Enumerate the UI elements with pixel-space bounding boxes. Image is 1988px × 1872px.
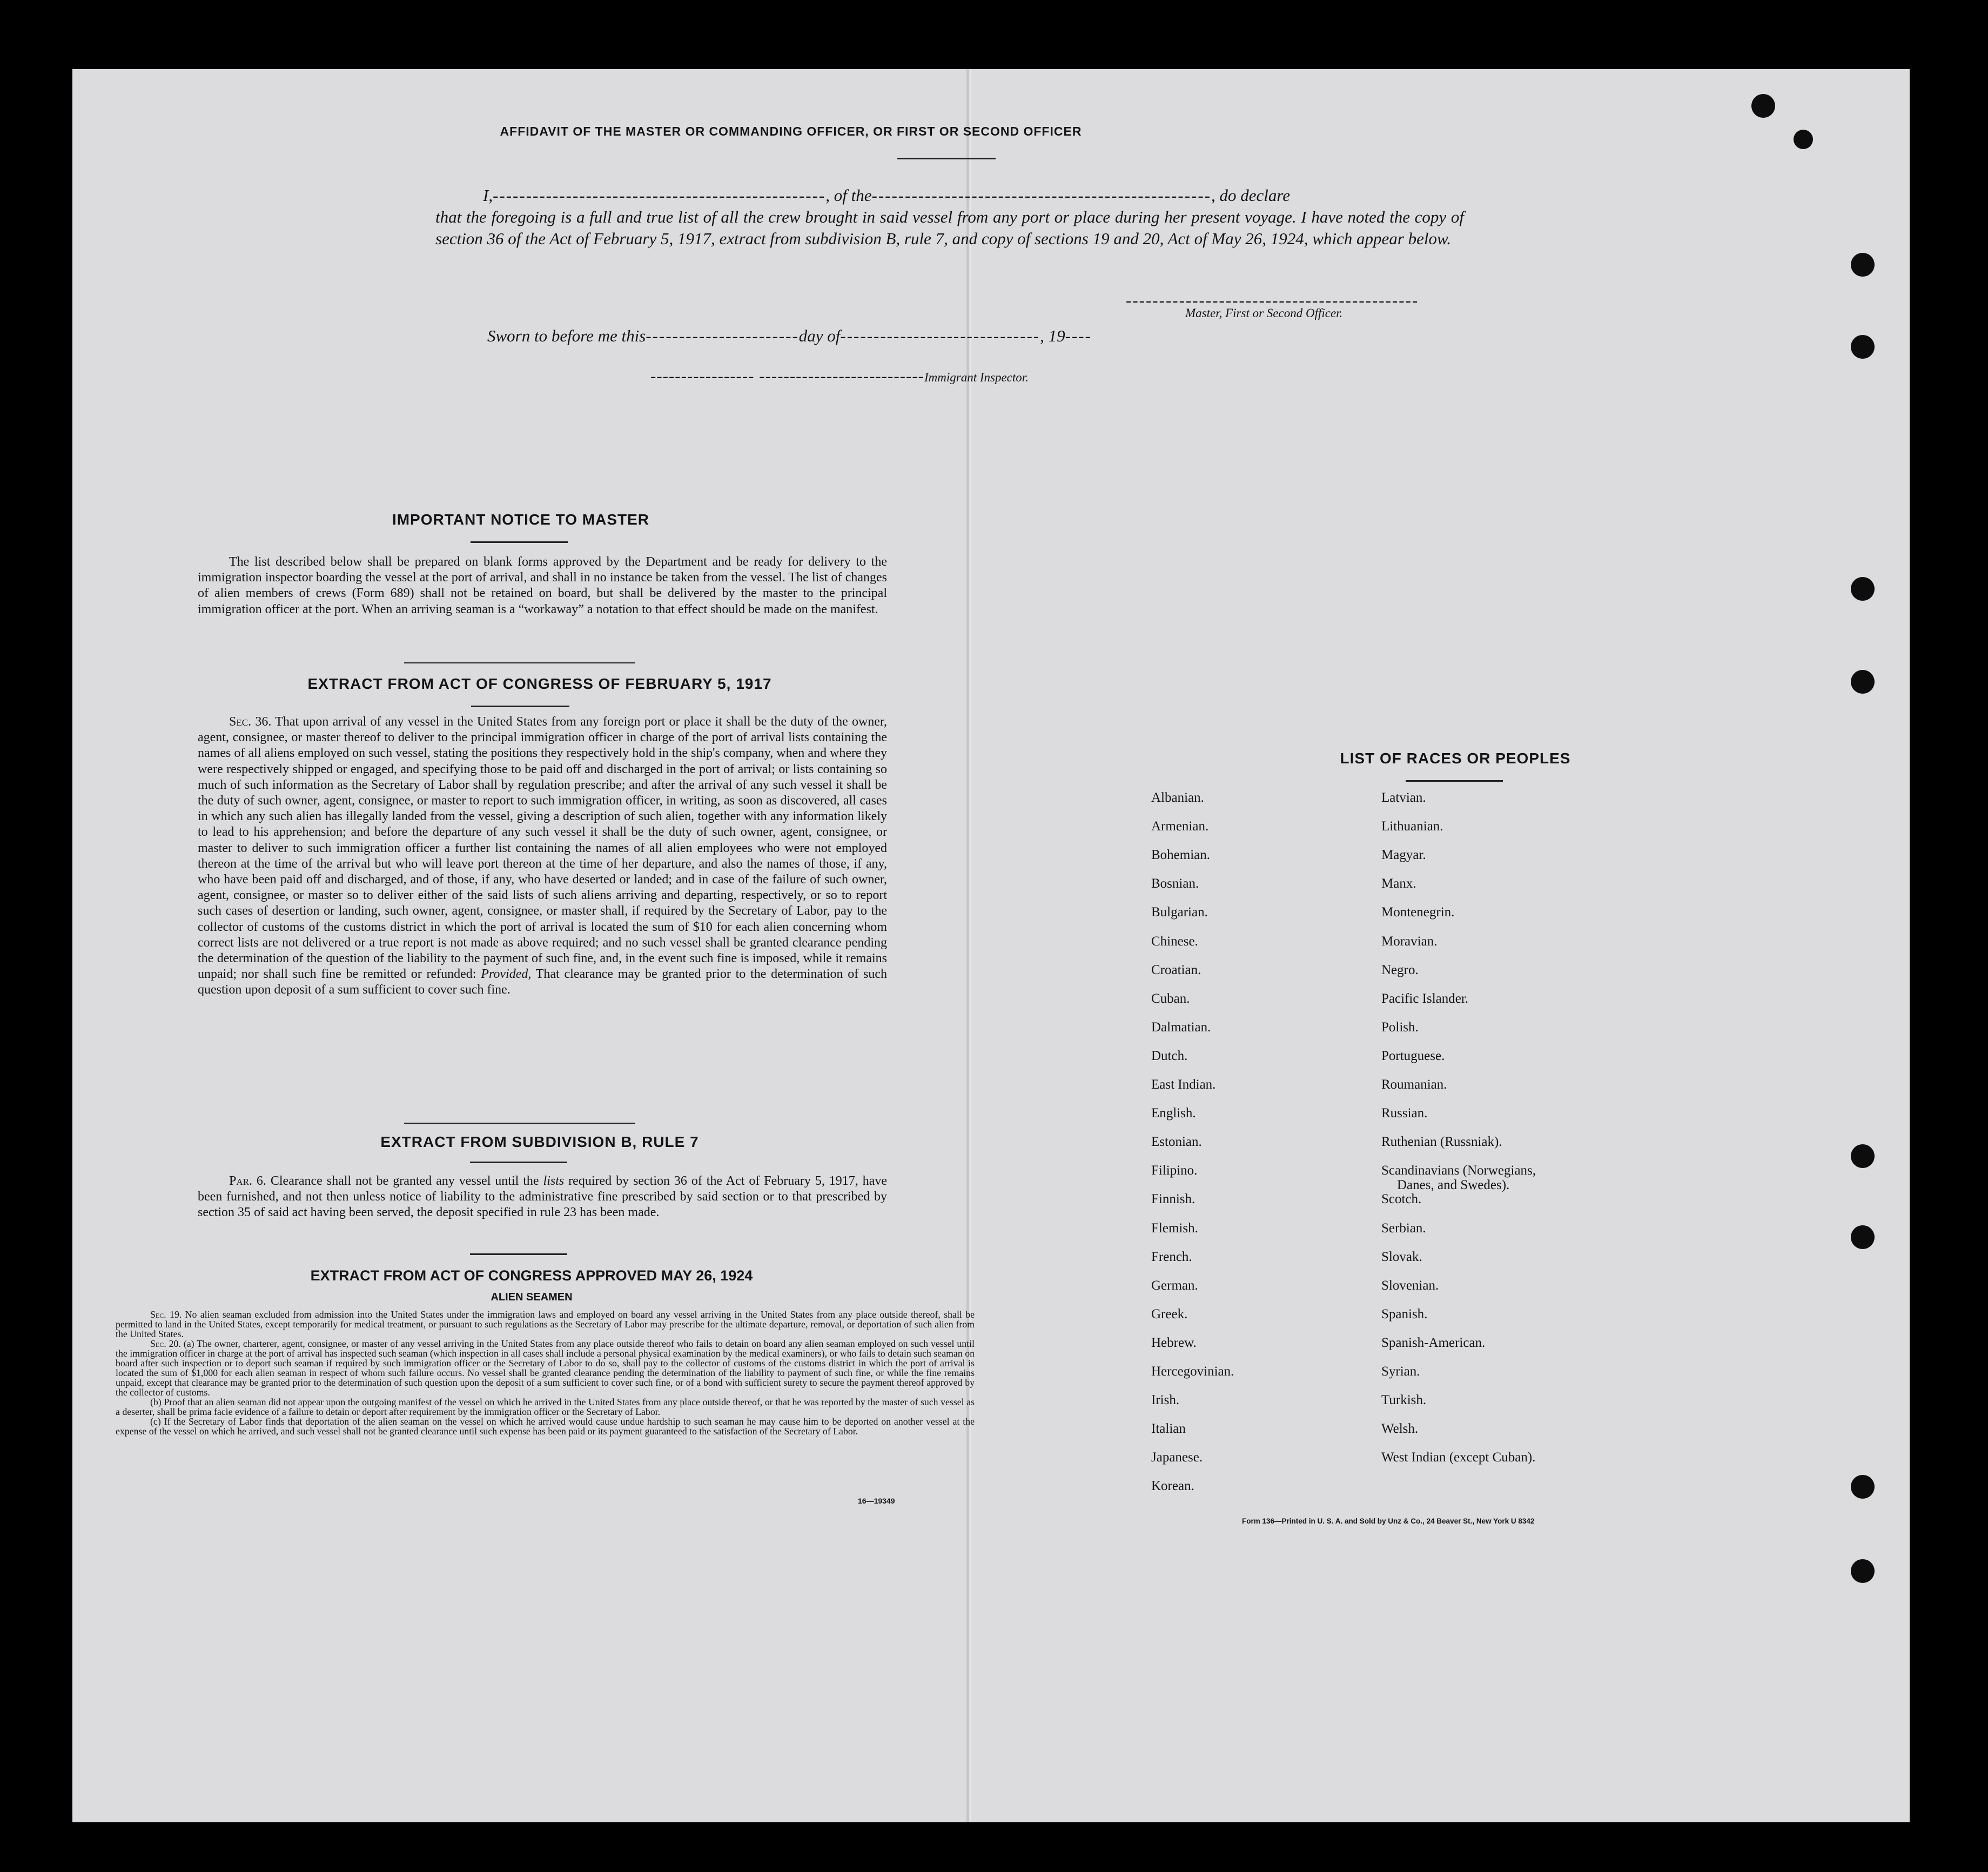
- sec-19-paragraph: [116, 1310, 975, 1339]
- section-rule: [404, 662, 635, 663]
- race-item: French.: [1151, 1249, 1192, 1264]
- document-page: [72, 69, 1910, 1822]
- binder-hole: [1851, 1225, 1875, 1249]
- affidavit-declare: , do declare: [1211, 186, 1291, 205]
- race-item: Hercegovinian.: [1151, 1364, 1234, 1379]
- race-item: Bohemian.: [1151, 848, 1211, 863]
- sworn-text: Sworn to before me this: [487, 326, 646, 345]
- affidavit-declaration-line: [483, 185, 1563, 206]
- race-item: Roumanian.: [1381, 1077, 1447, 1092]
- affidavit-body: that the foregoing is a full and true list of all the crew brought in said vessel from any port or place during her present voyage. I have noted the copy of section 36 of the Act of February 5, 1917, extract from subdivision B, rule 7, and copy of sections 19 and 20, Act of May 26, 1924, which appear below.: [435, 207, 1464, 248]
- year-prefix: , 19: [1040, 326, 1065, 345]
- race-item: Ruthenian (Russniak).: [1381, 1135, 1502, 1150]
- sworn-line: [487, 325, 1092, 347]
- sec-20a-paragraph: [116, 1339, 975, 1397]
- race-item: Cuban.: [1151, 991, 1190, 1006]
- race-item: Greek.: [1151, 1306, 1188, 1321]
- race-item: Korean.: [1151, 1479, 1194, 1494]
- inspector-line: [650, 365, 1029, 388]
- par-6-text-a: Clearance shall not be granted any vessel until the: [270, 1174, 539, 1188]
- race-item: Italian: [1151, 1421, 1186, 1437]
- binder-hole: [1851, 670, 1875, 694]
- lists-word: lists: [543, 1174, 565, 1188]
- alien-seamen-subtitle: ALIEN SEAMEN: [491, 1291, 573, 1303]
- race-item: Polish.: [1381, 1019, 1419, 1035]
- provided-word: Provided,: [481, 967, 532, 982]
- binder-hole: [1851, 1475, 1875, 1499]
- sec-36-text: That upon arrival of any vessel in the United States from any foreign port or place it shall be the duty of the owner, agent, consignee, or master thereof to deliver to the principal immigration officer in charge of the port of arrival lists containing the names of all aliens employed on such vessel, stating the positions they respectively hold in the ship's company, when and where they were respectively shipped or engaged, and specifying those to be paid off and discharged in the port of arrival; or lists containing so much of such information as the Secretary of Labor shall by regulation prescribe; and after the arrival of any such vessel it shall be the duty of such owner, agent, consignee, or master to report to such immigration officer, in writing, as soon as discovered, all cases in which any such alien has illegally landed from the vessel, giving a description of such alien, together with any information likely to lead to his apprehension; and before the departure of any such vessel it shall be the duty of such owner, agent, consignee, or master to deliver to such immigration officer a further list containing the names of all alien employees who were not employed thereon at the time of the arrival but who will leave port thereon at the time of her departure, and also the names of those, if any, who have been paid off and discharged, and of those, if any, who have deserted or landed; and in case of the failure of such owner, agent, consignee, or master so to deliver either of the said lists of such aliens arriving and departing, respectively, or so to report such cases of desertion or landing, such owner, agent, consignee, or master shall, if required by the Secretary of Labor, pay to the collector of customs of the customs district in which the port of arrival is located the sum of $10 for each alien concerning whom correct lists are not delivered or a true report is not made as above required; and no such vessel shall be granted clearance pending the determination of the question of the liability to the payment of such fine, and, in the event such fine is imposed, while it remains unpaid; nor shall such fine be remitted or refunded:: [198, 715, 887, 982]
- race-item: Lithuanian.: [1381, 819, 1443, 834]
- binder-hole: [1851, 1559, 1875, 1583]
- race-item: Albanian.: [1151, 790, 1204, 805]
- notice-rule: [471, 541, 568, 543]
- race-item: Russian.: [1381, 1106, 1428, 1121]
- race-item: Portuguese.: [1381, 1048, 1445, 1063]
- race-item: Serbian.: [1381, 1220, 1426, 1236]
- race-item: Danes, and Swedes).: [1397, 1178, 1510, 1193]
- race-item: Chinese.: [1151, 934, 1198, 949]
- race-item: Syrian.: [1381, 1364, 1420, 1379]
- par-6-label: Par. 6.: [229, 1174, 266, 1188]
- title-rule: [897, 158, 996, 159]
- notice-body: The list described below shall be prepared on blank forms approved by the Department and be ready for delivery to the immigration inspector boarding the vessel at the port of arrival, and shall in no instance be taken from the vessel. The list of changes of alien members of crews (Form 689) shall not be retained on board, but shall be delivered by the master to the principal immigration officer at the port. When an arriving seaman is a “workaway” a notation to that effect should be made on the manifest.: [198, 555, 887, 616]
- section-rule: [470, 1253, 567, 1255]
- sec-19-text: No alien seaman excluded from admission into the United States under the immigration laws and employed on board any vessel arriving in the United States from any place outside thereof, shall be permitted to land in the United States, except temporarily for medical treatment, or pursuant to such regulations as the Secretary of Labor may prescribe for the ultimate departure, removal, or deportation of such alien from the United States.: [116, 1309, 975, 1339]
- race-item: Hebrew.: [1151, 1335, 1197, 1350]
- race-item: German.: [1151, 1278, 1198, 1293]
- sworn-month-blank: ------------------------------: [840, 326, 1040, 345]
- extract-1924-title: EXTRACT FROM ACT OF CONGRESS APPROVED MAY 26, 1924: [310, 1267, 753, 1284]
- race-item: Filipino.: [1151, 1163, 1198, 1178]
- sworn-day-blank: -----------------------: [646, 326, 799, 345]
- affidavit-i: I,: [483, 186, 493, 205]
- binder-hole: [1851, 1144, 1875, 1168]
- race-item: Flemish.: [1151, 1220, 1198, 1236]
- vessel-blank: ---------------------------------------------------: [871, 186, 1211, 205]
- year-blank: ----: [1065, 326, 1092, 345]
- extract-1917-title: EXTRACT FROM ACT OF CONGRESS OF FEBRUARY 5, 1917: [307, 675, 772, 692]
- sec-20a-text: (a) The owner, charterer, agent, consignee, or master of any vessel arriving in the United States from any place outside thereof who fails to detain on board any alien seaman employed on such vessel until the immigration officer in charge at the port of arrival has inspected such seaman (which inspection in all cases shall include a personal physical examination by the medical examiners), or who fails to detain such seaman on board after such inspection or to deport such seaman if required by such immigration officer or the Secretary of Labor to do so, shall pay to the collector of customs of the customs district in which the port of arrival is located the sum of $1,000 for each alien seaman in respect of whom such failure occurs. No vessel shall be granted clearance pending the determination of the liability to payment of such fine, or while the fine remains unpaid, except that clearance may be granted prior to the determination of such question upon the deposit of a sum sufficient to cover such fine, or of a bond with sufficient surety to secure the payment thereof approved by the collector of customs.: [116, 1338, 975, 1398]
- race-item: Croatian.: [1151, 962, 1201, 977]
- race-item: Estonian.: [1151, 1135, 1202, 1150]
- race-item: Slovenian.: [1381, 1278, 1439, 1293]
- par-6-text-b: required by section 36 of the Act of February 5, 1917, have been furnished, and not then unless notice of liability to the administrative fine prescribed by said section or to that prescribed by section 35 of said act having been served, the deposit specified in rule 23 has been made.: [198, 1174, 888, 1220]
- binder-hole: [1794, 130, 1813, 149]
- subdiv-b-title: EXTRACT FROM SUBDIVISION B, RULE 7: [380, 1133, 699, 1150]
- race-item: Montenegrin.: [1381, 905, 1455, 920]
- race-item: English.: [1151, 1106, 1196, 1121]
- extract-1924-body: [116, 1310, 975, 1436]
- inspector-label: Immigrant Inspector.: [924, 371, 1029, 384]
- extract-1917-body: [198, 714, 887, 998]
- master-signature-label: Master, First or Second Officer.: [1185, 306, 1343, 320]
- race-item: Irish.: [1151, 1393, 1180, 1408]
- race-item: Bosnian.: [1151, 876, 1199, 891]
- notice-title: IMPORTANT NOTICE TO MASTER: [392, 511, 650, 528]
- inspector-signature-blank: ----------------- ---------------------------: [650, 366, 924, 385]
- races-title: LIST OF RACES OR PEOPLES: [1340, 750, 1571, 767]
- binder-hole: [1851, 253, 1875, 277]
- subdiv-b-rule: [470, 1162, 567, 1163]
- race-item: Pacific Islander.: [1381, 991, 1469, 1006]
- sec-36-label: Sec. 36.: [229, 715, 272, 729]
- binder-hole: [1851, 335, 1875, 359]
- race-item: Negro.: [1381, 962, 1419, 977]
- race-item: Dutch.: [1151, 1048, 1188, 1063]
- race-item: Moravian.: [1381, 934, 1438, 949]
- sec-36-end: That clearance may be granted prior to the determination of such question upon deposit of a sum sufficient to cover such fine.: [198, 967, 888, 997]
- binder-hole: [1751, 94, 1775, 118]
- race-item: Scandinavians (Norwegians,: [1381, 1163, 1536, 1178]
- races-rule: [1406, 780, 1503, 782]
- race-item: Turkish.: [1381, 1393, 1427, 1408]
- race-item: Spanish-American.: [1381, 1335, 1486, 1350]
- section-rule: [404, 1123, 635, 1124]
- subdiv-b-body: [198, 1173, 887, 1221]
- race-item: Slovak.: [1381, 1249, 1422, 1264]
- master-signature-blank: --------------------------------------------: [1126, 291, 1419, 310]
- race-item: Japanese.: [1151, 1450, 1203, 1465]
- affidavit-of: , of the: [825, 186, 872, 205]
- print-code: 16—19349: [858, 1497, 895, 1505]
- race-item: Armenian.: [1151, 819, 1209, 834]
- race-item: Manx.: [1381, 876, 1416, 891]
- race-item: East Indian.: [1151, 1077, 1216, 1092]
- extract-1917-rule: [471, 706, 569, 707]
- name-blank: --------------------------------------------------: [493, 186, 826, 205]
- day-of-text: day of: [798, 326, 841, 345]
- sec-19-label: Sec. 19.: [150, 1309, 182, 1320]
- race-item: Spanish.: [1381, 1306, 1428, 1321]
- race-item: Finnish.: [1151, 1192, 1196, 1207]
- race-item: Dalmatian.: [1151, 1019, 1211, 1035]
- race-item: Welsh.: [1381, 1421, 1419, 1437]
- form-footer: Form 136—Printed in U. S. A. and Sold by Unz & Co., 24 Beaver St., New York U 8342: [1242, 1517, 1535, 1525]
- sec-20-label: Sec. 20.: [150, 1338, 181, 1349]
- race-item: Bulgarian.: [1151, 905, 1208, 920]
- sec-20b-paragraph: (b) Proof that an alien seaman did not appear upon the outgoing manifest of the vessel on which he arrived in the United States from any place outside thereof, or that he was reported by the master of such vessel as a deserter, shall be prima facie evidence of a failure to detain or deport after requirement by the immigration officer or the Secretary of Labor.: [116, 1397, 975, 1417]
- race-item: Latvian.: [1381, 790, 1426, 805]
- binder-hole: [1851, 577, 1875, 601]
- race-item: Scotch.: [1381, 1192, 1422, 1207]
- sec-20c-paragraph: (c) If the Secretary of Labor finds that deportation of the alien seaman on the vessel on which he arrived would cause undue hardship to such seaman he may cause him to be deported on another vessel at the expense of the vessel on which he arrived, and such vessel shall not be granted clearance until such expense has been paid or its payment guaranteed to the satisfaction of the Secretary of Labor.: [116, 1416, 975, 1437]
- race-item: West Indian (except Cuban).: [1381, 1450, 1536, 1465]
- race-item: Magyar.: [1381, 848, 1426, 863]
- affidavit-title: AFFIDAVIT OF THE MASTER OR COMMANDING OFFICER, OR FIRST OR SECOND OFFICER: [500, 124, 1082, 138]
